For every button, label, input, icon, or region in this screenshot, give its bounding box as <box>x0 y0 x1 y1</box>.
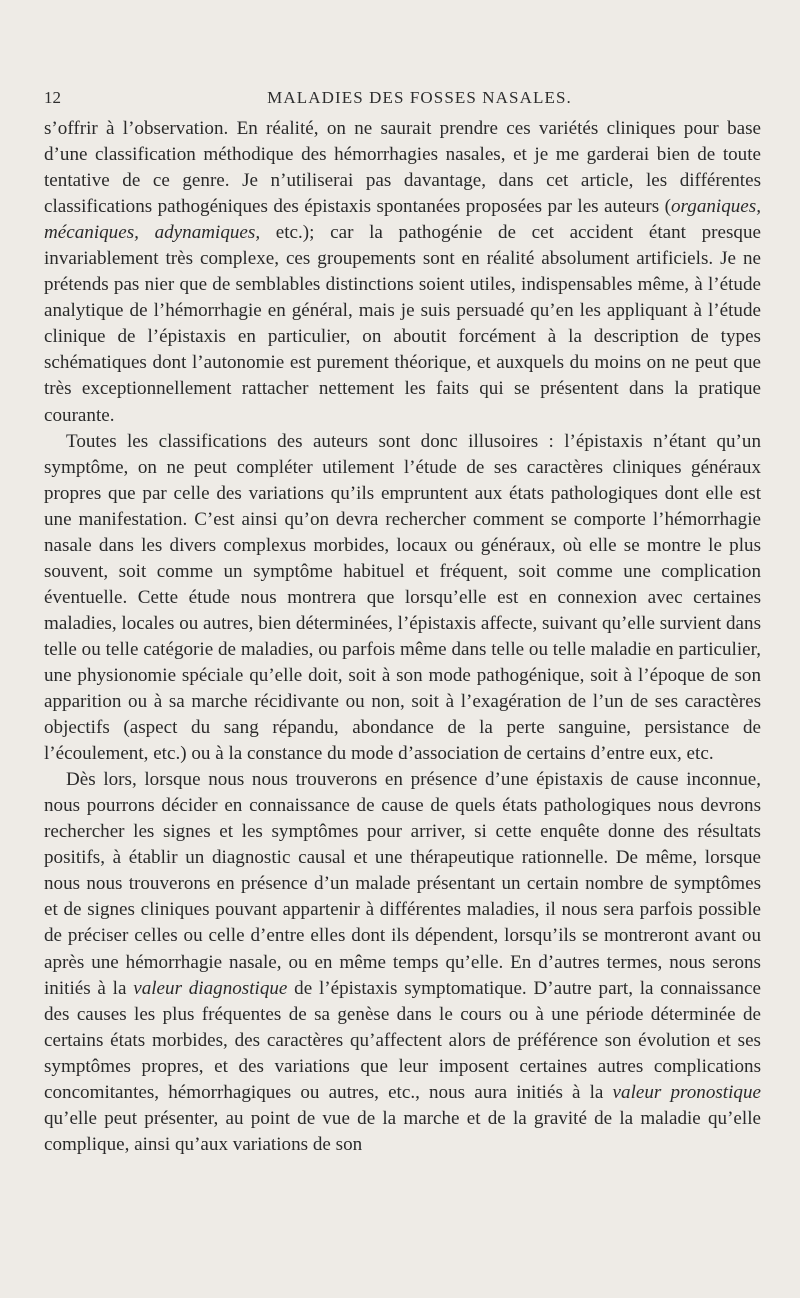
paragraph-2 <box>44 429 761 768</box>
page-number: 12 <box>44 88 61 107</box>
italic-segment: valeur diagnostique <box>133 977 288 999</box>
text-segment: Dès lors, lorsque nous nous trouverons en présence d’une épistaxis de cause inconnue, nous pourrons décider en connaissance de cause de quels états pathologiques nous devrons rechercher les signes et les symptômes pour arriver, si cette enquête donne des résultats positifs, à établir un diagnostic causal et une thérapeutique rationnelle. De même, lorsque nous nous trouverons en présence d’un malade présentant un certain nombre de symptômes et de signes cliniques pouvant appartenir à différentes maladies, il nous sera parfois possible de préciser celles ou celle d’entre elles dont ils dépendent, lorsqu’ils se montreront avant ou après une hémorrhagie nasale, ou en même temps qu’elle. En d’autres termes, nous serons initiés à la <box>44 769 761 999</box>
running-title: MALADIES DES FOSSES NASALES. <box>267 88 572 107</box>
text-segment: qu’elle peut présenter, au point de vue de la marche et de la gravité de la maladie qu’elle complique, ainsi qu’aux variations de son <box>44 1107 761 1155</box>
text-segment: Toutes les classifications des auteurs sont donc illusoires : l’épistaxis n’étant qu’un symptôme, on ne peut compléter utilement l’étude de ses caractères cliniques généraux propres que par celle des variations qu’ils empruntent aux états pathologiques dont elle est une manifestation. C’est ainsi qu’on devra rechercher comment se comporte l’hémorrhagie nasale dans les divers complexus morbides, locaux ou généraux, où elle se montre le plus souvent, soit comme un symptôme habituel et fréquent, soit comme une complication éventuelle. Cette étude nous montrera que lorsqu’elle est en connexion avec certaines maladies, locales ou autres, bien déterminées, l’épistaxis affecte, suivant qu’elle survient dans telle ou telle catégorie de maladies, ou parfois même dans telle ou telle maladie en particulier, une physionomie spéciale qu’elle doit, soit à son mode pathogénique, soit à l’époque de son apparition ou à sa marche récidivante ou non, soit à l’exagération de l’un de ses caractères objectifs (aspect du sang répandu, abondance de la perte sanguine, persistance de l’écoulement, etc.) ou à la constance du mode d’association de certains d’entre eux, etc. <box>44 430 762 765</box>
text-segment: etc.); car la pathogénie de cet accident étant presque invariablement très complexe, ces groupements sont en réalité absolument artificiels. Je ne prétends pas nier que de semblables distinctions soient utiles, indispensables même, à l’étude analytique de l’hémorrhagie en général, mais je suis persuadé qu’en les appliquant à l’étude clinique de l’épistaxis en particulier, on aboutit forcément à la description de types schématiques dont l’autonomie est purement théorique, et auxquels du moins on ne peut que très exceptionnellement rattacher nettement les faits qui se présentent dans la pratique courante. <box>44 222 761 426</box>
text-segment: de l’épistaxis symptomatique. D’autre part, la connaissance des causes les plus fréquentes de sa genèse dans le cours ou à une période déterminée de certains états morbides, des caractères qu’affectent alors de préférence son évolution et ses symptômes propres, et des variations que leur imposent certaines autres complications concomitantes, hémorrhagiques ou autres, etc., nous aura initiés à la <box>44 977 762 1103</box>
italic-segment: valeur pronostique <box>612 1081 761 1103</box>
italic-segment: organiques, mécaniques, adynamiques, <box>44 196 761 244</box>
body-text <box>44 116 761 1158</box>
paragraph-3 <box>44 767 761 1158</box>
text-segment: s’offrir à l’observation. En réalité, on ne saurait prendre ces variétés cliniques pour base d’une classification méthodique des hémorrhagies nasales, et je me garderai bien de toute tentative de ce genre. Je n’utiliserai pas davantage, dans cet article, les différentes classifications pathogéniques des épistaxis spontanées proposées par les auteurs ( <box>44 118 761 218</box>
paragraph-1 <box>44 116 761 429</box>
